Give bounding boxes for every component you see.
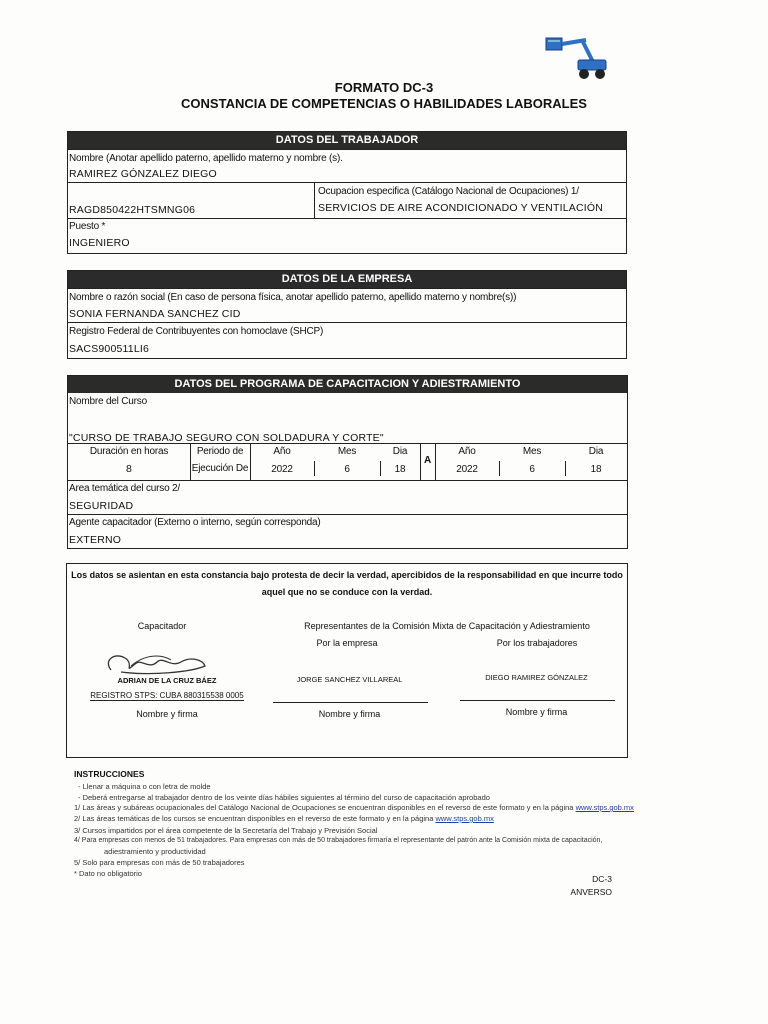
instruction-item-2: - Deberá entregarse al trabajador dentro de los veinte días hábiles siguientes al término del curso de capacitación aprobado	[78, 793, 490, 802]
start-day-label: Dia	[392, 446, 408, 457]
start-year-value: 2022	[271, 464, 293, 475]
form-side: ANVERSO	[570, 887, 612, 897]
agent-label: Agente capacitador (Externo o interno, según corresponda)	[69, 517, 321, 528]
workers-rep-name: DIEGO RAMIREZ GÓNZALEZ	[485, 673, 588, 682]
start-month-value: 6	[344, 464, 350, 475]
curp-value: RAGD850422HTSMNG06	[69, 204, 196, 216]
trainer-registry-text: REGISTRO STPS: CUBA 880315538 0005	[90, 691, 244, 700]
commission-label: Representantes de la Comisión Mixta de Capacitación y Adiestramiento	[304, 621, 590, 631]
occupation-label: Ocupacion especifica (Catálogo Nacional de Ocupaciones) 1/	[318, 186, 579, 197]
instruction-item-1: - Llenar a máquina o con letra de molde	[78, 782, 211, 791]
instruction-item-3-text: 1/ Las áreas y subáreas ocupacionales del Catálogo Nacional de Ocupaciones se encuentran disponibles en el reverso de este formato y en la página	[74, 803, 574, 812]
declaration-line-2: aquel que no se conduce con la verdad.	[261, 587, 433, 597]
start-month-label: Mes	[337, 446, 357, 457]
program-section	[67, 375, 628, 549]
trainer-registry	[87, 691, 247, 700]
topic-area-value: SEGURIDAD	[69, 500, 134, 512]
duration-label: Duración en horas	[89, 446, 169, 457]
to-label: A	[423, 455, 432, 466]
trainer-name-signature-label: Nombre y firma	[136, 709, 198, 719]
instruction-item-8: * Dato no obligatorio	[74, 869, 142, 878]
company-rep-signature-label: Nombre y firma	[318, 709, 381, 719]
rfc-label: Registro Federal de Contribuyentes con homoclave (SHCP)	[69, 326, 324, 337]
position-value: INGENIERO	[69, 237, 130, 249]
workers-rep-label: Por los trabajadores	[496, 638, 578, 648]
company-name-value: SONIA FERNANDA SANCHEZ CID	[69, 308, 241, 320]
form-code: DC-3	[592, 874, 612, 884]
company-section	[67, 270, 627, 359]
duration-value: 8	[125, 463, 133, 475]
stps-link-2[interactable]: www.stps.gob.mx	[435, 814, 494, 823]
form-subtitle: CONSTANCIA DE COMPETENCIAS O HABILIDADES LABORALES	[181, 96, 587, 111]
end-month-value: 6	[529, 464, 535, 475]
course-name-value: "CURSO DE TRABAJO SEGURO CON SOLDADURA Y CORTE"	[69, 432, 384, 444]
program-section-title: DATOS DEL PROGRAMA DE CAPACITACION Y ADIESTRAMIENTO	[68, 376, 627, 393]
worker-name-label: Nombre (Anotar apellido paterno, apellido materno y nombre (s).	[69, 153, 343, 164]
start-year-label: Año	[273, 446, 291, 457]
position-label: Puesto *	[69, 221, 106, 232]
declaration-line-1: Los datos se asientan en esta constancia bajo protesta de decir la verdad, apercibidos de la responsabilidad en que incurre todo	[71, 570, 623, 580]
start-day-value: 18	[394, 464, 406, 475]
worker-name-value: RAMIREZ GÓNZALEZ DIEGO	[69, 168, 217, 180]
period-label-1: Periodo de	[196, 446, 244, 457]
workers-rep-signature-label: Nombre y firma	[505, 707, 568, 717]
instruction-item-4-text: 2/ Las áreas temáticas de los cursos se encuentran disponibles en el reverso de este formato y en la página	[74, 814, 434, 823]
signatures-section	[66, 563, 628, 758]
aerial-lift-logo-icon	[542, 30, 612, 82]
rfc-value: SACS900511LI6	[69, 343, 150, 355]
instruction-item-5: 3/ Cursos impartidos por el área competente de la Secretaría del Trabajo y Previsión Social	[74, 826, 378, 835]
period-label-2: Ejecución De	[191, 463, 249, 474]
end-year-value: 2022	[456, 464, 478, 475]
instruction-item-7: 5/ Solo para empresas con más de 50 trabajadores	[74, 858, 245, 867]
instructions-title: INSTRUCCIONES	[74, 769, 145, 779]
instruction-item-6b: adiestramiento y productividad	[104, 847, 206, 856]
topic-area-label: Area temática del curso 2/	[69, 483, 180, 494]
agent-value: EXTERNO	[69, 534, 122, 546]
trainer-name: ADRIAN DE LA CRUZ BÁEZ	[117, 676, 217, 685]
end-month-label: Mes	[522, 446, 542, 457]
worker-section-title: DATOS DEL TRABAJADOR	[68, 132, 626, 149]
end-day-label: Dia	[588, 446, 604, 457]
course-name-label: Nombre del Curso	[69, 396, 147, 407]
end-day-value: 18	[590, 464, 602, 475]
form-title: FORMATO DC-3	[334, 80, 434, 95]
company-rep-label: Por la empresa	[316, 638, 378, 648]
company-rep-name: JORGE SANCHEZ VILLAREAL	[296, 675, 403, 684]
occupation-value: SERVICIOS DE AIRE ACONDICIONADO Y VENTILACIÓN	[318, 202, 603, 214]
company-name-label: Nombre o razón social (En caso de persona física, anotar apellido paterno, apellido materno y nombre(s))	[69, 292, 517, 303]
worker-section	[67, 131, 627, 254]
company-section-title: DATOS DE LA EMPRESA	[68, 271, 626, 288]
stps-link-1[interactable]: www.stps.gob.mx	[575, 803, 634, 812]
end-year-label: Año	[458, 446, 476, 457]
instruction-item-4	[74, 814, 494, 823]
trainer-label: Capacitador	[137, 621, 187, 631]
instruction-item-3	[74, 803, 634, 812]
instruction-item-6: 4/ Para empresas con menos de 51 trabajadores. Para empresas con más de 50 trabajadores firmaría el representante del patrón ante la Comisión mixta de capacitación,	[74, 837, 603, 844]
